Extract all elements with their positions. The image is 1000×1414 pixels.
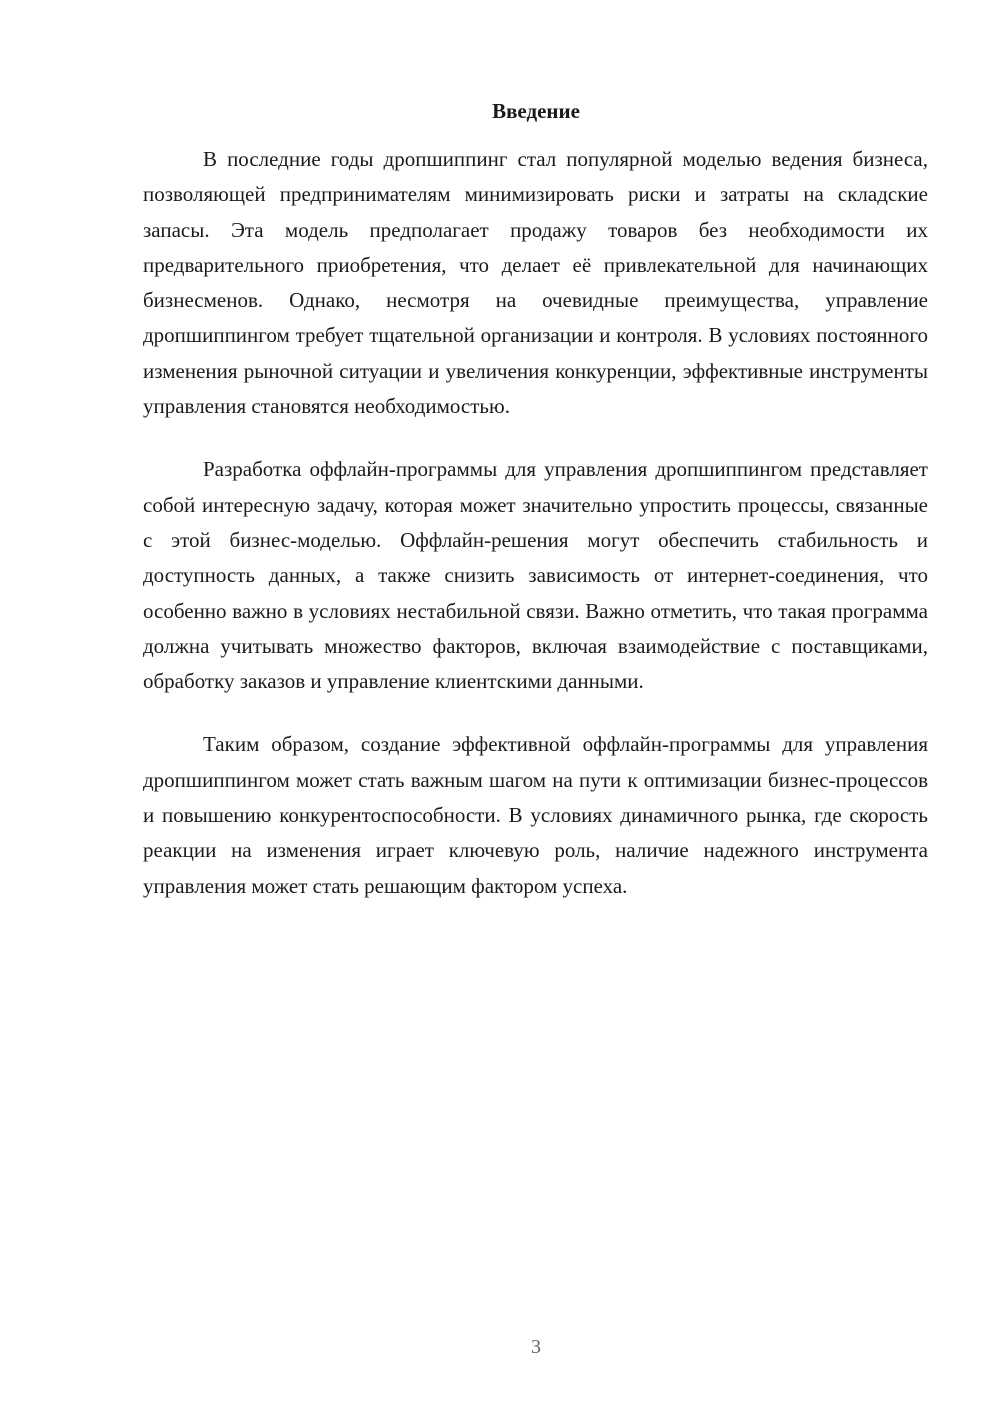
body-text xyxy=(143,142,928,932)
page-number: 3 xyxy=(531,1336,541,1358)
paragraph: Таким образом, создание эффективной оффлайн-программы для управления дропшиппингом может стать важным шагом на пути к оптимизации бизнес-процессов и повышению конкурентоспособности. В условиях динамичного рынка, где скорость реакции на изменения играет ключевую роль, наличие надежного инструмента управления может стать решающим фактором успеха. xyxy=(143,732,928,898)
paragraph: В последние годы дропшиппинг стал популярной моделью ведения бизнеса, позволяющей предпринимателям минимизировать риски и затраты на складские запасы. Эта модель предполагает продажу товаров без необходимости их предварительного приобретения, что делает её привлекательной для начинающих бизнесменов. Однако, несмотря на очевидные преимущества, управление дропшиппингом требует тщательной организации и контроля. В условиях постоянного изменения рыночной ситуации и увеличения конкуренции, эффективные инструменты управления становятся необходимостью. xyxy=(143,147,928,419)
paragraph: Разработка оффлайн-программы для управления дропшиппингом представляет собой интересную задачу, которая может значительно упростить процессы, связанные с этой бизнес-моделью. Оффлайн-решения могут обеспечить стабильность и доступность данных, а также снизить зависимость от интернет-соединения, что особенно важно в условиях нестабильной связи. Важно отметить, что такая программа должна учитывать множество факторов, включая взаимодействие с поставщиками, обработку заказов и управление клиентскими данными. xyxy=(143,457,928,694)
section-heading: Введение xyxy=(492,99,580,123)
